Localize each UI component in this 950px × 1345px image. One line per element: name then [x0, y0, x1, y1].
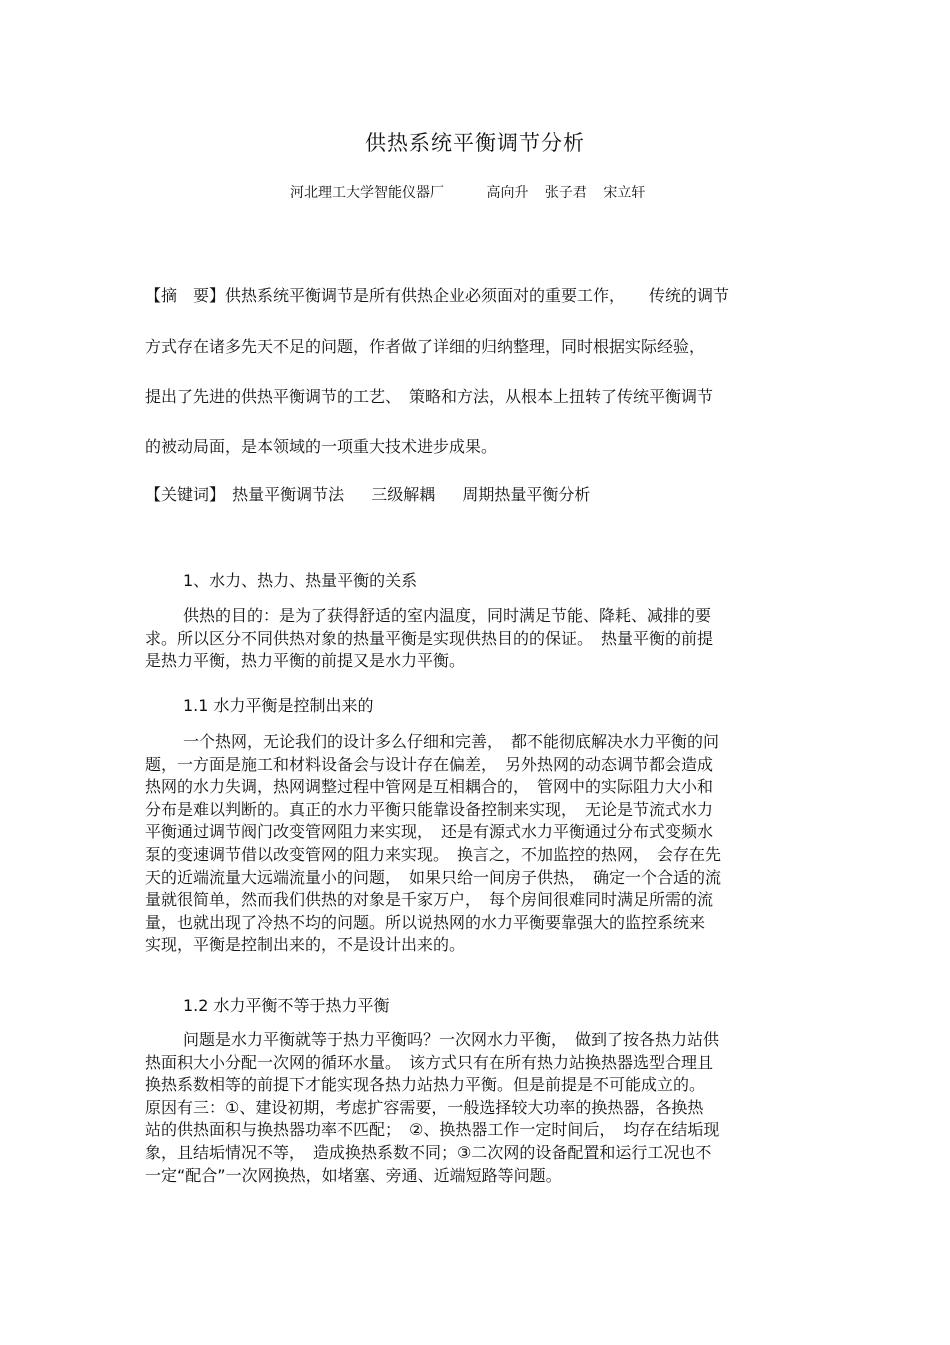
paragraph-line: 问题是水力平衡就等于热力平衡吗？一次网水力平衡， 做到了按各热力站供 [183, 1030, 720, 1049]
section-paragraph [145, 731, 805, 957]
paragraph-line: 热面积大小分配一次网的循环水量。 该方式只有在所有热力站换热器选型合理且 [145, 1052, 714, 1072]
author-name: 张子君 [544, 185, 587, 201]
paragraph-line: 平衡通过调节阀门改变管网阻力来实现， 还是有源式水力平衡通过分布式变频水 [145, 822, 714, 842]
keywords-label: 【关键词】 [145, 485, 226, 504]
paragraph-line: 热网的水力失调，热网调整过程中管网是互相耦合的， 管网中的实际阻力大小和 [145, 777, 714, 797]
paragraph-line: 站的供热面积与换热器功率不匹配； ②、换热器工作一定时间后， 均存在结垢现 [145, 1120, 720, 1140]
section-paragraph [145, 1029, 805, 1187]
paragraph-line: 换热系数相等的前提下才能实现各热力站热力平衡。但是前提是不可能成立的。 [145, 1075, 706, 1095]
paragraph-line: 象，且结垢情况不等， 造成换热系数不同；③二次网的设备配置和运行工况也不 [145, 1142, 712, 1162]
abstract-line: 方式存在诸多先天不足的问题，作者做了详细的归纳整理，同时根据实际经验， [145, 337, 706, 356]
abstract-line: 的被动局面，是本领域的一项重大技术进步成果。 [145, 437, 498, 456]
keywords [145, 482, 612, 505]
section-heading: 1.2 水力平衡不等于热力平衡 [183, 996, 390, 1015]
paragraph-line: 实现，平衡是控制出来的，不是设计出来的。 [145, 935, 466, 955]
paragraph-line: 泵的变速调节借以改变管网的阻力来实现。 换言之，不加监控的热网， 会存在先 [145, 844, 722, 864]
affiliation: 河北理工大学智能仪器厂 [290, 185, 444, 201]
section-heading: 1.1 水力平衡是控制出来的 [183, 696, 374, 715]
abstract-line: 【摘 要】供热系统平衡调节是所有供热企业必须面对的重要工作， 传统的调节 [145, 286, 730, 305]
keyword: 周期热量平衡分析 [462, 485, 591, 504]
paragraph-line: 题，一方面是施工和材料设备会与设计存在偏差， 另外热网的动态调节都会造成 [145, 754, 714, 774]
paragraph-line: 求。所以区分不同供热对象的热量平衡是实现供热目的的保证。 热量平衡的前提 [145, 628, 714, 648]
paragraph-line: 量就很简单，然而我们供热的对象是千家万户， 每个房间很难同时满足所需的流 [145, 890, 714, 910]
section-paragraph [145, 605, 805, 673]
keyword: 三级解耦 [371, 485, 436, 504]
paragraph-line: 是热力平衡，热力平衡的前提又是水力平衡。 [145, 651, 466, 671]
abstract-line: 提出了先进的供热平衡调节的工艺、 策略和方法，从根本上扭转了传统平衡调节 [145, 387, 714, 406]
keyword: 热量平衡调节法 [232, 485, 345, 504]
author-name: 宋立轩 [603, 185, 646, 201]
paragraph-line: 一个热网，无论我们的设计多么仔细和完善， 都不能彻底解决水力平衡的问 [183, 732, 720, 751]
author-name: 高向升 [486, 185, 529, 201]
paragraph-line: 量，也就出现了冷热不均的问题。所以说热网的水力平衡要靠强大的监控系统来 [145, 912, 706, 932]
page-title: 供热系统平衡调节分析 [365, 131, 585, 155]
paragraph-line: 一定“配合”一次网换热，如堵塞、旁通、近端短路等问题。 [145, 1165, 562, 1185]
paragraph-line: 天的近端流量大远端流量小的问题， 如果只给一间房子供热， 确定一个合适的流 [145, 867, 722, 887]
paragraph-line: 原因有三：①、建设初期，考虑扩容需要，一般选择较大功率的换热器，各换热 [145, 1097, 704, 1117]
paragraph-line: 分布是难以判断的。真正的水力平衡只能靠设备控制来实现， 无论是节流式水力 [145, 799, 714, 819]
section-heading: 1、水力、热力、热量平衡的关系 [183, 571, 418, 590]
author-line [290, 182, 645, 202]
paragraph-line: 供热的目的：是为了获得舒适的室内温度，同时满足节能、降耗、减排的要 [183, 606, 712, 625]
